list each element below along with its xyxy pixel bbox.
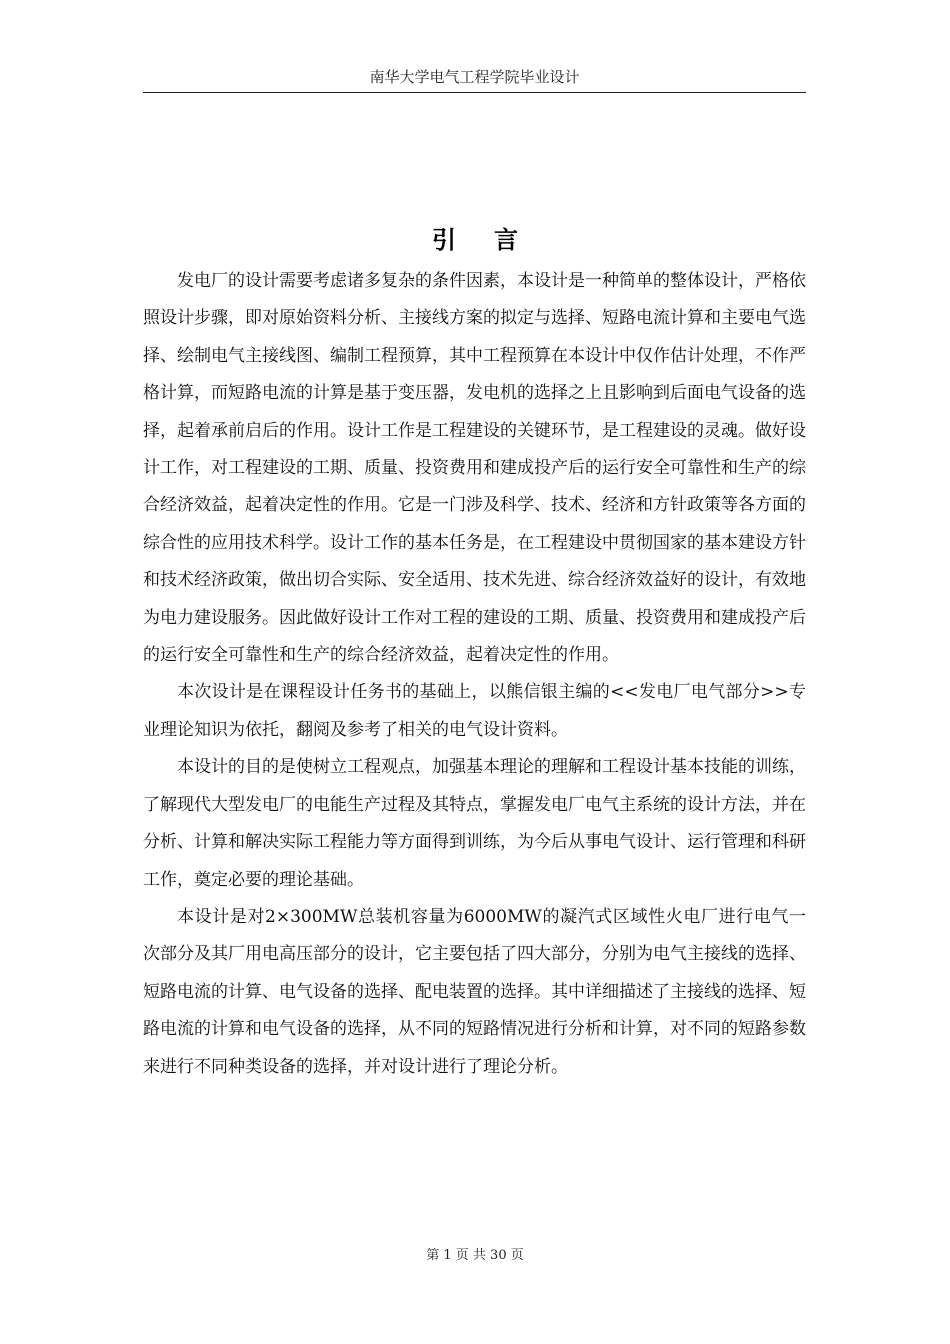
page-number: 第 1 页 共 30 页 bbox=[426, 1248, 524, 1263]
page-header bbox=[143, 66, 806, 93]
paragraph-3: 本设计的目的是使树立工程观点，加强基本理论的理解和工程设计基本技能的训练，了解现代大型发电厂的电能生产过程及其特点，掌握发电厂电气主系统的设计方法，并在分析、计算和解决实际工程能力等方面得到训练，为今后从事电气设计、运行管理和科研工作，奠定必要的理论基础。 bbox=[143, 757, 806, 890]
page-title: 引言 bbox=[432, 226, 556, 254]
paragraph-4: 本设计是对2×300MW总装机容量为6000MW的凝汽式区域性火电厂进行电气一次部分及其厂用电高压部分的设计，它主要包括了四大部分，分别为电气主接线的选择、短路电流的计算、电气设备的选择、配电装置的选择。其中详细描述了主接线的选择、短路电流的计算和电气设备的选择，从不同的短路情况进行分析和计算，对不同的短路参数来进行不同种类设备的选择，并对设计进行了理论分析。 bbox=[143, 906, 806, 1077]
paragraph-1: 发电厂的设计需要考虑诸多复杂的条件因素，本设计是一种简单的整体设计，严格依照设计步骤，即对原始资料分析、主接线方案的拟定与选择、短路电流计算和主要电气选择、绘制电气主接线图、编制工程预算，其中工程预算在本设计中仅作估计处理，不作严格计算，而短路电流的计算是基于变压器，发电机的选择之上且影响到后面电气设备的选择，起着承前启后的作用。设计工作是工程建设的关键环节，是工程建设的灵魂。做好设计工作，对工程建设的工期、质量、投资费用和建成投产后的运行安全可靠性和生产的综合经济效益，起着决定性的作用。它是一门涉及科学、技术、经济和方针政策等各方面的综合性的应用技术科学。设计工作的基本任务是，在工程建设中贯彻国家的基本建设方针和技术经济政策，做出切合实际、安全适用、技术先进、综合经济效益好的设计，有效地为电力建设服务。因此做好设计工作对工程的建设的工期、质量、投资费用和建成投产后的运行安全可靠性和生产的综合经济效益，起着决定性的作用。 bbox=[143, 271, 806, 666]
paragraph-2: 本次设计是在课程设计任务书的基础上，以熊信银主编的<<发电厂电气部分>>专业理论知识为依托，翻阅及参考了相关的电气设计资料。 bbox=[143, 682, 806, 740]
header-text: 南华大学电气工程学院毕业设计 bbox=[369, 68, 580, 86]
body-text bbox=[143, 263, 806, 1086]
page-footer bbox=[0, 1246, 950, 1266]
